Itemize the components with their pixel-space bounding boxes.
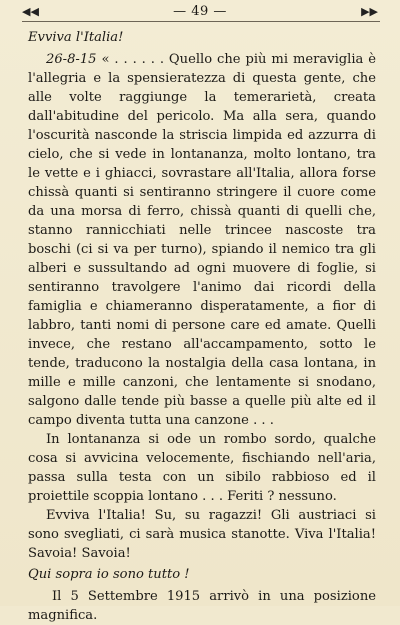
paragraph-2: In lontananza si ode un rombo sordo, qualche cosa si avvicina velocemente, fischiando nell'aria, passa sulla testa con un sibilo rabbioso ed il proiettile scoppia lontano . . . Feriti ? nessuno. — [28, 432, 376, 504]
double-left-arrow-icon: ◀◀ — [22, 5, 39, 18]
double-right-arrow-icon: ▶▶ — [361, 5, 378, 18]
page-header — [0, 4, 400, 22]
paragraph-3: Evviva l'Italia! Su, su ragazzi! Gli austriaci si sono svegliati, ci sarà musica stanotte. Viva l'Italia! Savoia! Savoia! — [28, 508, 376, 561]
page-number: — 49 — — [173, 4, 227, 19]
dateline: 26-8-15 — [46, 52, 97, 67]
paragraph-1-text: « . . . . . . Quello che più mi meraviglia è l'allegria e la spensieratezza di questa gente, che alle volte raggiunge la temerarietà, creata dall'abitudine del pericolo. Ma alla sera, quando l'oscurità nasconde la striscia limpida ed azzurra di cielo, che si vede in lontananza, molto lontano, tra le vette e i ghiacci, sovrastare all'Italia, allora forse chissà quanti si sentiranno stringere il cuore come da una morsa di ferro, chissà quanti di quelli che, stanno rannicchiati nelle trincee nascoste tra boschi (ci si va per turno), spiando il nemico tra gli alberi e sussultando ad ogni muovere di foglie, si sentiranno travolgere l'animo dai ricordi della famiglia e chiameranno disperatamente, a fior di labbro, tanti nomi di persone care ed amate. Quelli invece, che restano all'accampamento, sotto le tende, traducono la nostalgia della casa lontana, in mille e mille canzoni, che lentamente si snodano, salgono dalle tende più basse a quelle più alte ed il campo diventa tutta una canzone . . . — [28, 52, 376, 428]
next-page-button[interactable] — [361, 5, 378, 18]
section-heading: Evviva l'Italia! — [28, 30, 124, 45]
page-content — [28, 28, 376, 625]
paragraph-1 — [28, 50, 376, 430]
paragraph-4: Il 5 Settembre 1915 arrivò in una posizione magnifica. — [28, 589, 376, 623]
closing-line: Qui sopra io sono tutto ! — [28, 567, 190, 582]
header-rule — [22, 21, 380, 22]
